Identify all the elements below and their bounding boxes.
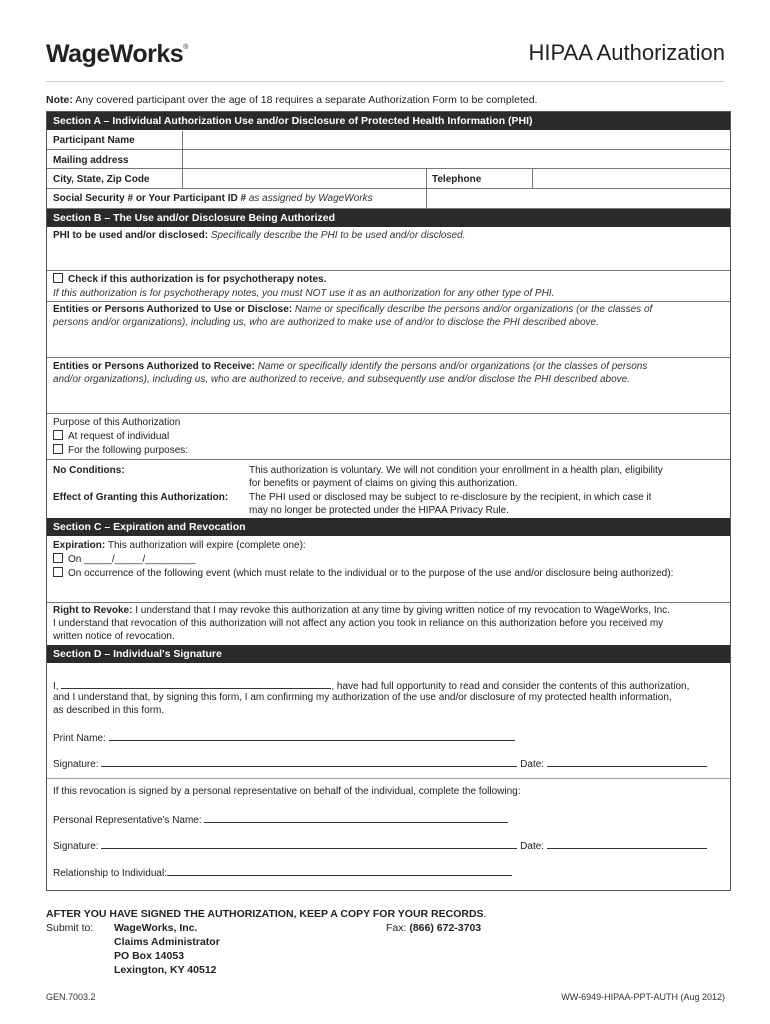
- address-line-1: WageWorks, Inc.: [114, 922, 198, 934]
- mailing-address-field[interactable]: [182, 150, 731, 168]
- statement-line-3: as described in this form.: [53, 705, 165, 716]
- revoke-text-3: written notice of revocation.: [53, 631, 175, 642]
- address-line-3: PO Box 14053: [114, 950, 185, 962]
- statement-1-rest: , have had full opportunity to read and consider the contents of this authorization,: [331, 681, 690, 692]
- no-conditions-text-1: This authorization is voluntary. We will not condition your enrollment in a health plan, eligibility: [249, 465, 663, 476]
- ssn-hint: as assigned by WageWorks: [248, 193, 373, 204]
- ssn-field[interactable]: [426, 189, 731, 208]
- row-divider: [47, 778, 730, 779]
- submit-to-label: Submit to:: [46, 922, 94, 934]
- date-line[interactable]: [547, 757, 707, 767]
- no-conditions-text-2: for benefits or payment of claims on giving this authorization.: [249, 478, 518, 489]
- expiration-option-date: [53, 553, 195, 565]
- revoke-row: [53, 605, 670, 616]
- print-name-label: Print Name:: [53, 733, 106, 744]
- entities-use-hint-2: persons and/or organizations), including us, who are authorized to make use of and/or to disclose the PHI described above.: [53, 317, 599, 328]
- statement-line-2: and I understand that, by signing this form, I am confirming my authorization of the use and/or disclosure of my protected health information,: [53, 692, 672, 703]
- statement-line-1: [53, 679, 689, 692]
- purpose-request-checkbox[interactable]: [53, 430, 63, 440]
- entities-use-row: [53, 304, 652, 315]
- address-line-2: Claims Administrator: [114, 936, 220, 948]
- fax-number: (866) 672-3703: [409, 922, 482, 934]
- entities-receive-hint-2: and/or organizations), including us, who are authorized to receive, and subsequently use and/or disclose the PHI described above.: [53, 374, 631, 385]
- expiration-event-field[interactable]: [47, 580, 731, 602]
- entities-receive-row: [53, 361, 647, 372]
- keep-copy-period: .: [483, 908, 487, 920]
- wageworks-logo: WageWorks®: [46, 40, 188, 68]
- revoke-text-2: I understand that revocation of this authorization will not affect any action you took in reliance on this authorization before you received my: [53, 618, 664, 629]
- print-name-row: [53, 731, 515, 744]
- header-divider: [46, 81, 724, 82]
- section-c-heading: Section C – Expiration and Revocation: [47, 518, 730, 536]
- purpose-option-1: [53, 430, 169, 442]
- phi-row: [53, 230, 465, 241]
- rep-date-line[interactable]: [547, 839, 707, 849]
- psychotherapy-hint: If this authorization is for psychotherapy notes, you must NOT use it as an authorization for any other type of PHI.: [53, 288, 555, 299]
- entities-use-hint: Name or specifically describe the persons and/or organizations (or the classes of: [294, 304, 653, 315]
- row-divider: [47, 270, 730, 271]
- fax-row: [386, 922, 481, 934]
- row-divider: [47, 357, 730, 358]
- phi-field[interactable]: [47, 242, 731, 270]
- relationship-row: [53, 866, 512, 879]
- section-d-heading: Section D – Individual's Signature: [47, 645, 730, 663]
- expire-on-date-checkbox[interactable]: [53, 553, 63, 563]
- rep-intro: If this revocation is signed by a personal representative on behalf of the individual, complete the following:: [53, 786, 521, 797]
- rep-name-label: Personal Representative's Name:: [53, 815, 202, 826]
- signature-label: Signature:: [53, 759, 99, 770]
- address-line-4: Lexington, KY 40512: [114, 964, 217, 976]
- entities-use-label: Entities or Persons Authorized to Use or Disclose:: [53, 304, 293, 315]
- rep-signature-line[interactable]: [101, 839, 517, 849]
- individual-name-line[interactable]: [61, 679, 331, 689]
- entities-receive-field[interactable]: [47, 387, 731, 413]
- rep-signature-row: [53, 839, 707, 852]
- effect-text-1: The PHI used or disclosed may be subject to re-disclosure by the recipient, in which case it: [249, 492, 652, 503]
- date-label: Date:: [520, 759, 545, 770]
- relationship-line[interactable]: [167, 866, 512, 876]
- signature-row: [53, 757, 707, 770]
- telephone-label: Telephone: [432, 174, 482, 185]
- no-conditions-label: No Conditions:: [53, 465, 125, 476]
- ssn-label: Social Security # or Your Participant ID #: [53, 193, 247, 204]
- entities-use-field[interactable]: [47, 330, 731, 357]
- page-title: HIPAA Authorization: [528, 40, 725, 65]
- telephone-field[interactable]: [532, 169, 731, 188]
- expiration-text: This authorization will expire (complete one):: [107, 540, 306, 551]
- expire-on-date-label[interactable]: On _____/_____/_________: [68, 554, 196, 565]
- purpose-option-2: [53, 444, 188, 456]
- ssn-label-row: [53, 193, 373, 204]
- statement-i: I,: [53, 681, 59, 692]
- keep-copy-text: AFTER YOU HAVE SIGNED THE AUTHORIZATION, KEEP A COPY FOR YOUR RECORDS: [46, 908, 484, 920]
- effect-label: Effect of Granting this Authorization:: [53, 492, 229, 503]
- fax-label: Fax:: [386, 922, 407, 934]
- expire-on-event-checkbox[interactable]: [53, 567, 63, 577]
- mailing-address-label: Mailing address: [53, 155, 129, 166]
- expire-on-event-label: On occurrence of the following event (which must relate to the individual or to the purpose of the use and/or disclosure being authorized):: [68, 568, 674, 579]
- entities-receive-hint: Name or specifically identify the persons and/or organizations (or the classes of persons: [257, 361, 648, 372]
- revoke-label: Right to Revoke:: [53, 605, 133, 616]
- revoke-text-1: I understand that I may revoke this authorization at any time by giving written notice of my revocation to WageWorks, Inc.: [135, 605, 670, 616]
- rep-name-row: [53, 813, 508, 826]
- psychotherapy-row: [53, 273, 326, 285]
- expiration-label: Expiration:: [53, 540, 106, 551]
- note: [46, 94, 537, 106]
- relationship-label: Relationship to Individual:: [53, 868, 167, 879]
- signature-line[interactable]: [101, 757, 517, 767]
- phi-hint: Specifically describe the PHI to be used and/or disclosed.: [210, 230, 466, 241]
- row-divider: [47, 459, 730, 460]
- row-divider: [47, 413, 730, 414]
- row-divider: [47, 602, 730, 603]
- expiration-option-event: [53, 567, 673, 579]
- expiration-row: [53, 540, 306, 551]
- participant-name-field[interactable]: [182, 131, 731, 149]
- section-a-heading: Section A – Individual Authorization Use and/or Disclosure of Protected Health Information (PHI): [47, 112, 730, 130]
- rep-name-line[interactable]: [204, 813, 508, 823]
- col-divider: [426, 169, 427, 188]
- effect-text-2: may no longer be protected under the HIPAA Privacy Rule.: [249, 505, 509, 516]
- row-divider: [47, 301, 730, 302]
- phi-label: PHI to be used and/or disclosed:: [53, 230, 209, 241]
- purpose-label: Purpose of this Authorization: [53, 417, 181, 428]
- rep-date-label: Date:: [520, 841, 545, 852]
- print-name-line[interactable]: [109, 731, 515, 741]
- rep-signature-label: Signature:: [53, 841, 99, 852]
- city-state-zip-field[interactable]: [182, 169, 426, 188]
- psychotherapy-checkbox[interactable]: [53, 273, 63, 283]
- purpose-following-label: For the following purposes:: [68, 445, 189, 456]
- keep-copy-notice: [46, 908, 486, 920]
- psychotherapy-label: Check if this authorization is for psychotherapy notes.: [68, 274, 327, 285]
- form-code: GEN.7003.2: [46, 992, 96, 1002]
- city-state-zip-label: City, State, Zip Code: [53, 174, 150, 185]
- note-label: Note:: [46, 94, 73, 106]
- purpose-following-checkbox[interactable]: [53, 444, 63, 454]
- section-b-heading: Section B – The Use and/or Disclosure Being Authorized: [47, 209, 730, 227]
- authorization-form: [46, 111, 731, 891]
- participant-name-label: Participant Name: [53, 135, 135, 146]
- form-id: WW-6949-HIPAA-PPT-AUTH (Aug 2012): [561, 992, 725, 1002]
- note-text: Any covered participant over the age of 18 requires a separate Authorization Form to be completed.: [75, 94, 538, 106]
- entities-receive-label: Entities or Persons Authorized to Receive:: [53, 361, 255, 372]
- purpose-request-label: At request of individual: [68, 431, 170, 442]
